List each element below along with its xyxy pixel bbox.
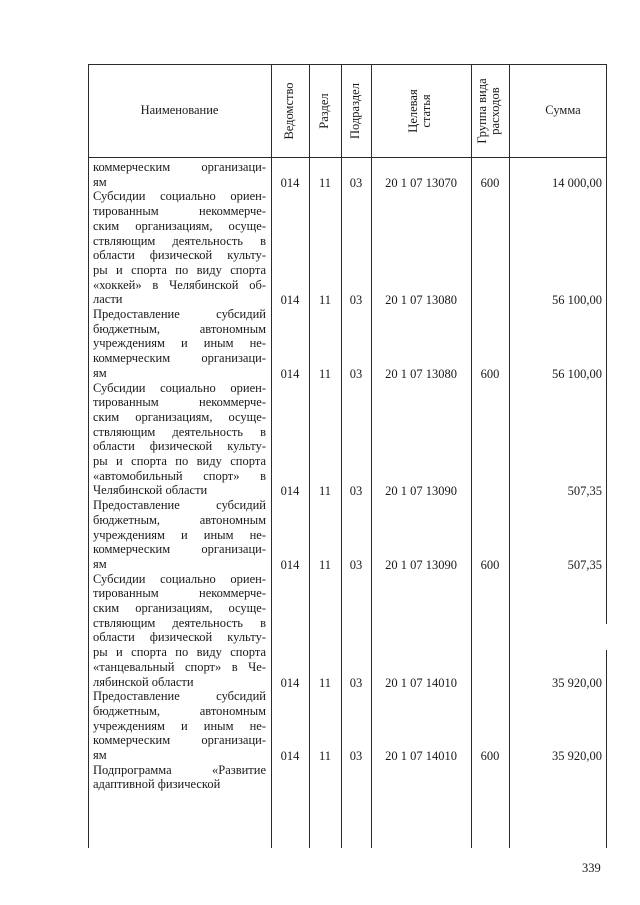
row-name-line: учреждениям и иным не- xyxy=(93,336,266,351)
row-name-line: Субсидии социально ориен- xyxy=(93,571,266,586)
row-sum: 14 000,00 xyxy=(552,175,602,190)
row-name-line: тированным некоммерче- xyxy=(93,586,266,601)
row-name xyxy=(93,381,266,499)
row-name-line: тированным некоммерче- xyxy=(93,395,266,410)
row-name-line: Предоставление субсидий xyxy=(93,498,266,513)
row-name-line: тированным некоммерче- xyxy=(93,204,266,219)
row-name xyxy=(93,572,266,690)
row-sum: 507,35 xyxy=(567,557,602,572)
header-summa: Сумма xyxy=(545,103,581,117)
row-raz: 11 xyxy=(318,366,332,381)
row-grp: 600 xyxy=(480,557,500,572)
row-name-line: коммерческим организаци- xyxy=(93,733,266,748)
row-pod: 03 xyxy=(349,675,363,690)
row-name-line: Предоставление субсидий xyxy=(93,689,266,704)
row-name-line: ры и спорта по виду спорта xyxy=(93,645,266,660)
row-name-line: ласти xyxy=(93,292,123,307)
row-name xyxy=(93,498,266,572)
row-ved: 014 xyxy=(280,675,300,690)
row-name-line: ям xyxy=(93,748,107,762)
table-left-border xyxy=(88,64,89,848)
row-name-line: Субсидии социально ориен- xyxy=(93,380,266,395)
row-name xyxy=(93,160,266,189)
row-name xyxy=(93,763,266,792)
row-sum: 56 100,00 xyxy=(552,293,602,308)
row-name-line: Челябинской области xyxy=(93,483,208,498)
row-grp: 600 xyxy=(480,749,500,763)
row-name-line: Субсидии социально ориен- xyxy=(93,189,266,204)
row-name-line: ям xyxy=(93,556,107,571)
row-name-line: ствляющим деятельность в xyxy=(93,233,266,248)
row-sum: 56 100,00 xyxy=(552,366,602,381)
row-name xyxy=(93,689,266,763)
row-raz: 11 xyxy=(318,557,332,572)
row-ved: 014 xyxy=(280,484,300,499)
row-name-line: ры и спорта по виду спорта xyxy=(93,262,266,277)
table-right-border xyxy=(606,64,607,624)
row-cel: 20 1 07 13070 xyxy=(385,175,457,190)
row-name-line: учреждениям и иным не- xyxy=(93,527,266,542)
row-raz: 11 xyxy=(318,675,332,690)
header-name: Наименование xyxy=(140,103,219,117)
row-name-line: ским организациям, осуще- xyxy=(93,601,266,615)
row-name-line: адаптивной физической xyxy=(93,777,221,792)
row-name xyxy=(93,307,266,381)
row-name-line: области физической культу- xyxy=(93,248,266,263)
row-cel: 20 1 07 14010 xyxy=(385,675,457,690)
row-name-line: бюджетным, автономным xyxy=(93,512,266,527)
row-name-line: коммерческим организаци- xyxy=(93,160,266,174)
row-name-line: ствляющим деятельность в xyxy=(93,615,266,630)
header-bottom-border xyxy=(88,157,606,158)
page-number: 339 xyxy=(582,861,601,875)
row-ved: 014 xyxy=(280,293,300,308)
row-raz: 11 xyxy=(318,175,332,190)
row-name-line: лябинской области xyxy=(93,674,194,689)
row-pod: 03 xyxy=(349,366,363,381)
row-grp: 600 xyxy=(480,175,500,190)
table-right-border-lower xyxy=(606,650,607,848)
row-cel: 20 1 07 14010 xyxy=(385,749,457,763)
row-cel: 20 1 07 13090 xyxy=(385,557,457,572)
row-name-line: Подпрограмма «Развитие xyxy=(93,762,266,777)
row-name-line: ским организациям, осуще- xyxy=(93,218,266,233)
row-cel: 20 1 07 13080 xyxy=(385,293,457,308)
header-vedomstvo: Ведомство xyxy=(282,82,296,140)
row-sum: 507,35 xyxy=(567,484,602,499)
row-pod: 03 xyxy=(349,749,363,763)
row-name-line: «танцевальный спорт» в Че- xyxy=(93,659,266,674)
row-name xyxy=(93,189,266,307)
table-top-border xyxy=(88,64,606,65)
row-cel: 20 1 07 13080 xyxy=(385,366,457,381)
row-name-line: коммерческим организаци- xyxy=(93,542,266,557)
header-gruppa-vida: Группа вида расходов xyxy=(475,78,502,144)
row-name-line: ры и спорта по виду спорта xyxy=(93,454,266,469)
row-name-line: ям xyxy=(93,365,107,380)
header-podrazdel: Подраздел xyxy=(348,83,362,139)
row-raz: 11 xyxy=(318,749,332,763)
row-name-line: бюджетным, автономным xyxy=(93,321,266,336)
row-raz: 11 xyxy=(318,293,332,308)
row-name-line: «автомобильный спорт» в xyxy=(93,468,266,483)
row-name-line: ствляющим деятельность в xyxy=(93,424,266,439)
header-celevaya-statya: Целевая статья xyxy=(406,89,433,133)
row-ved: 014 xyxy=(280,749,300,763)
row-pod: 03 xyxy=(349,175,363,190)
row-name-line: ским организациям, осуще- xyxy=(93,409,266,424)
row-name-line: коммерческим организаци- xyxy=(93,351,266,366)
row-name-line: «хоккей» в Челябинской об- xyxy=(93,277,266,292)
row-ved: 014 xyxy=(280,366,300,381)
row-name-line: области физической культу- xyxy=(93,630,266,645)
row-name-line: бюджетным, автономным xyxy=(93,703,266,718)
row-raz: 11 xyxy=(318,484,332,499)
row-pod: 03 xyxy=(349,293,363,308)
row-name-line: ям xyxy=(93,174,107,189)
row-pod: 03 xyxy=(349,557,363,572)
row-ved: 014 xyxy=(280,175,300,190)
row-sum: 35 920,00 xyxy=(552,675,602,690)
row-cel: 20 1 07 13090 xyxy=(385,484,457,499)
row-pod: 03 xyxy=(349,484,363,499)
header-razdel: Раздел xyxy=(317,93,331,129)
row-name-line: учреждениям и иным не- xyxy=(93,718,266,733)
row-name-line: области физической культу- xyxy=(93,439,266,454)
row-sum: 35 920,00 xyxy=(552,749,602,763)
row-name-line: Предоставление субсидий xyxy=(93,307,266,321)
row-ved: 014 xyxy=(280,557,300,572)
row-grp: 600 xyxy=(480,366,500,381)
